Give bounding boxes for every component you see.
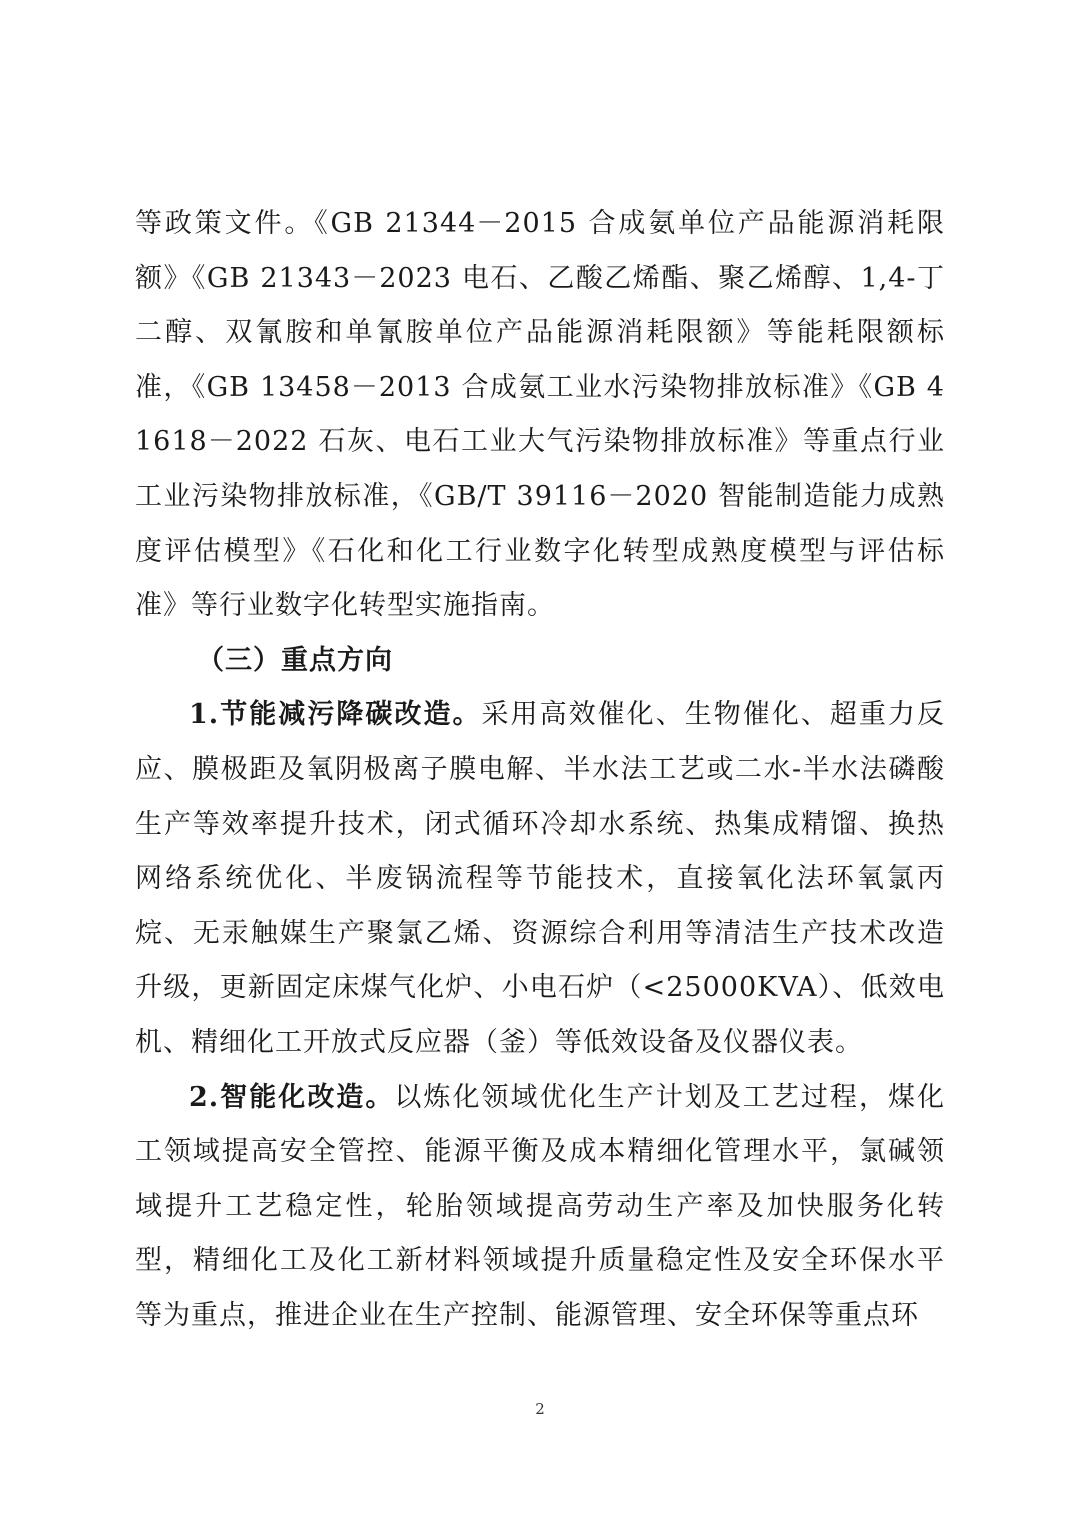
paragraph-energy-saving-retrofit — [135, 688, 945, 1070]
item-lead-intelligent: 2.智能化改造。 — [189, 1081, 395, 1113]
item-lead-energy-saving: 1.节能减污降碳改造。 — [189, 699, 482, 731]
item-body-intelligent: 以炼化领域优化生产计划及工艺过程，煤化工领域提高安全管控、能源平衡及成本精细化管理水平，氯碱领域提升工艺稳定性，轮胎领域提高劳动生产率及加快服务化转型，精细化工及化工新材料领域提升质量稳定性及安全环保水平等为重点，推进企业在生产控制、能源管理、安全环保等重点环 — [135, 1081, 946, 1331]
item-body-energy-saving: 采用高效催化、生物催化、超重力反应、膜极距及氧阴极离子膜电解、半水法工艺或二水-半水法磷酸生产等效率提升技术，闭式循环冷却水系统、热集成精馏、换热网络系统优化、半废锅流程等节能技术，直接氧化法环氧氯丙烷、无汞触媒生产聚氯乙烯、资源综合利用等清洁生产技术改造升级，更新固定床煤气化炉、小电石炉（<25000KVA）、低效电机、精细化工开放式反应器（釜）等低效设备及仪器仪表。 — [135, 699, 946, 1058]
paragraph-policy-standards: 等政策文件。《GB 21344－2015 合成氨单位产品能源消耗限额》《GB 21343－2023 电石、乙酸乙烯酯、聚乙烯醇、1,4-丁二醇、双氰胺和单氰胺单位产品能源消耗限额》等能耗限额标准，《GB 13458－2013 合成氨工业水污染物排放标准》《GB 41618－2022 石灰、电石工业大气污染物排放标准》等重点行业工业污染物排放标准，《GB/T 39116－2020 智能制造能力成熟度评估模型》《石化和化工行业数字化转型成熟度模型与评估标准》等行业数字化转型实施指南。 — [135, 208, 945, 622]
section-heading-key-directions: （三）重点方向 — [197, 644, 393, 676]
page-number: 2 — [535, 1400, 545, 1418]
document-body — [135, 197, 945, 1343]
paragraph-intelligent-retrofit — [135, 1071, 945, 1344]
